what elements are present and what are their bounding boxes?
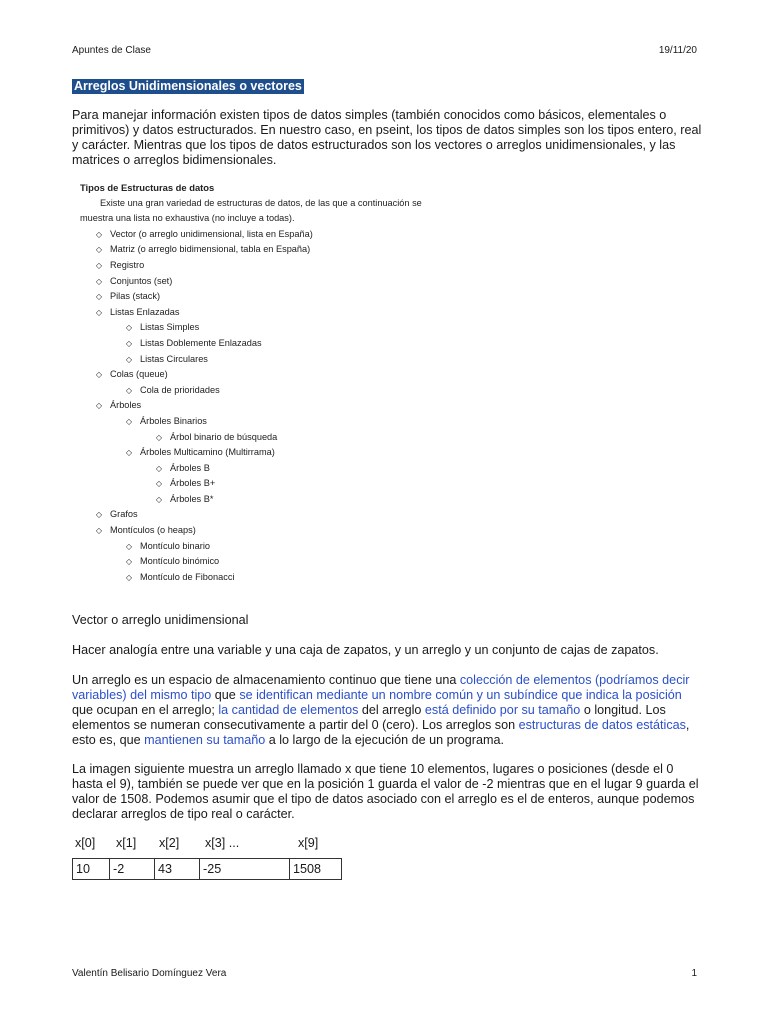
diamond-bullet-icon: ◇	[95, 307, 103, 317]
structures-list-item-label: Montículo de Fibonacci	[140, 571, 235, 582]
structures-list-item	[80, 383, 480, 399]
structures-list-item	[80, 554, 480, 570]
structures-list-item-label: Colas (queue)	[110, 369, 168, 380]
structures-list	[80, 227, 480, 586]
structures-list-item	[80, 258, 480, 274]
figure-title: Tipos de Estructuras de datos	[80, 182, 215, 193]
diamond-bullet-icon: ◇	[95, 245, 103, 255]
structures-list-item-label: Listas Circulares	[140, 353, 208, 364]
highlighted-text: está definido por su tamaño	[424, 703, 581, 717]
structures-list-item-label: Árboles	[110, 400, 142, 411]
structures-list-item-label: Árbol binario de búsqueda	[170, 431, 278, 442]
structures-list-item	[80, 414, 480, 430]
array-cell: -25	[200, 859, 290, 880]
page-header-date: 19/11/20	[658, 45, 697, 56]
structures-list-item	[80, 539, 480, 555]
array-example-paragraph: La imagen siguiente muestra un arreglo llamado x que tiene 10 elementos, lugares o posiciones (desde el 0 hasta el 9), también se puede ver que en la posición 1 guarda el valor de -2 mientras que en el lugar 9 guarda el valor de 1508. Podemos asumir que el tipo de datos asociado con el arreglo es el de enteros, aunque podemos declarar arreglos de tipo real o carácter.	[72, 762, 699, 821]
diamond-bullet-icon: ◇	[95, 276, 103, 286]
highlighted-text: mantienen su tamaño	[144, 733, 266, 747]
structures-list-item	[80, 367, 480, 383]
paragraph-text: del arreglo	[358, 703, 425, 717]
structures-list-item	[80, 274, 480, 290]
structures-list-item	[80, 476, 480, 492]
array-index-label: x[0]	[75, 836, 96, 850]
diamond-bullet-icon: ◇	[125, 541, 133, 551]
diamond-bullet-icon: ◇	[95, 510, 103, 520]
diamond-bullet-icon: ◇	[125, 385, 133, 395]
structures-list-item-label: Listas Simples	[140, 322, 200, 333]
structures-list-item	[80, 242, 480, 258]
structures-list-item	[80, 336, 480, 352]
paragraph-text: Un arreglo es un espacio de almacenamiento continuo que tiene una	[72, 673, 460, 687]
paragraph-text: que	[211, 688, 240, 702]
page-header-title: Apuntes de Clase	[72, 45, 151, 56]
paragraph-text: o longitud. Los elementos se numeran consecutivamente a partir del 0 (cero). Los arreglos son	[72, 703, 666, 732]
diamond-bullet-icon: ◇	[125, 354, 133, 364]
page-number: 1	[691, 968, 697, 979]
structures-list-item-label: Árboles B*	[170, 493, 214, 504]
structures-list-item	[80, 523, 480, 539]
diamond-bullet-icon: ◇	[125, 572, 133, 582]
subsection-heading: Vector o arreglo unidimensional	[72, 613, 249, 627]
highlighted-text: se identifican mediante un nombre común y un subíndice que indica la posición	[239, 688, 682, 702]
array-cell: 1508	[290, 859, 342, 880]
diamond-bullet-icon: ◇	[125, 338, 133, 348]
paragraph-text: que ocupan en el arreglo;	[72, 703, 219, 717]
diamond-bullet-icon: ◇	[95, 526, 103, 536]
structures-list-item	[80, 461, 480, 477]
diamond-bullet-icon: ◇	[125, 323, 133, 333]
structures-list-item	[80, 398, 480, 414]
diamond-bullet-icon: ◇	[125, 416, 133, 426]
paragraph-text: , esto es, que	[72, 718, 690, 747]
structures-list-item	[80, 570, 480, 586]
structures-list-item	[80, 492, 480, 508]
diamond-bullet-icon: ◇	[125, 557, 133, 567]
highlighted-text: colección de elementos (podríamos decir variables) del mismo tipo	[72, 673, 690, 702]
structures-list-item	[80, 445, 480, 461]
section-title: Arreglos Unidimensionales o vectores	[74, 79, 302, 93]
structures-list-item-label: Cola de prioridades	[140, 384, 220, 395]
structures-list-item-label: Listas Doblemente Enlazadas	[140, 337, 262, 348]
array-index-label: x[9]	[298, 836, 319, 850]
structures-list-item	[80, 352, 480, 368]
structures-list-item	[80, 227, 480, 243]
structures-list-item-label: Pilas (stack)	[110, 291, 161, 302]
structures-list-item-label: Árboles B+	[170, 478, 216, 489]
diamond-bullet-icon: ◇	[155, 463, 163, 473]
structures-list-item-label: Listas Enlazadas	[110, 306, 180, 317]
diamond-bullet-icon: ◇	[155, 479, 163, 489]
structures-list-item-label: Matriz (o arreglo bidimensional, tabla en España)	[110, 244, 311, 255]
array-cell: 43	[155, 859, 200, 880]
structures-list-item-label: Conjuntos (set)	[110, 275, 173, 286]
diamond-bullet-icon: ◇	[95, 401, 103, 411]
array-index-label: x[3] ...	[205, 836, 240, 850]
array-index-label: x[2]	[159, 836, 180, 850]
array-table	[72, 858, 342, 880]
analogy-paragraph: Hacer analogía entre una variable y una caja de zapatos, y un arreglo y un conjunto de cajas de zapatos.	[72, 643, 659, 657]
highlighted-text: estructuras de datos estáticas	[518, 718, 686, 732]
structures-list-item-label: Registro	[110, 259, 145, 270]
structures-list-item-label: Grafos	[110, 509, 138, 520]
diamond-bullet-icon: ◇	[155, 494, 163, 504]
page-footer-author: Valentín Belisario Domínguez Vera	[72, 968, 227, 979]
structures-list-item	[80, 430, 480, 446]
diamond-bullet-icon: ◇	[95, 292, 103, 302]
diamond-bullet-icon: ◇	[95, 229, 103, 239]
intro-paragraph: Para manejar información existen tipos de datos simples (también conocidos como básicos, elementales o primitivos) y datos estructurados. En nuestro caso, en pseint, los tipos de datos simples son los tipos entero, real y carácter. Mientras que los tipos de datos estructurados son los vectores o arreglos unidimensionales, y las matrices o arreglos bidimensionales.	[72, 108, 702, 167]
structures-list-item	[80, 289, 480, 305]
structures-list-item	[80, 320, 480, 336]
structures-list-item	[80, 305, 480, 321]
diamond-bullet-icon: ◇	[95, 370, 103, 380]
figure-intro-line-1: Existe una gran variedad de estructuras de datos, de las que a continuación se	[100, 197, 422, 208]
array-index-labels	[72, 836, 352, 852]
structures-list-item-label: Montículos (o heaps)	[110, 525, 196, 536]
diamond-bullet-icon: ◇	[155, 432, 163, 442]
structures-list-item-label: Vector (o arreglo unidimensional, lista en España)	[110, 228, 313, 239]
highlighted-text: la cantidad de elementos	[218, 703, 359, 717]
structures-list-item	[80, 507, 480, 523]
structures-list-item-label: Montículo binario	[140, 540, 210, 551]
diamond-bullet-icon: ◇	[125, 448, 133, 458]
structures-list-item-label: Árboles Binarios	[140, 415, 207, 426]
structures-list-item-label: Montículo binómico	[140, 556, 220, 567]
array-cell: -2	[110, 859, 155, 880]
structures-list-item-label: Árboles Multicamino (Multirrama)	[140, 447, 275, 458]
data-structures-figure	[80, 180, 480, 585]
array-index-label: x[1]	[116, 836, 137, 850]
diamond-bullet-icon: ◇	[95, 260, 103, 270]
figure-intro-line-2: muestra una lista no exhaustiva (no incluye a todas).	[80, 213, 295, 224]
paragraph-text: a lo largo de la ejecución de un programa.	[265, 733, 504, 747]
array-cell: 10	[73, 859, 110, 880]
array-values-row	[73, 859, 342, 880]
structures-list-item-label: Árboles B	[170, 462, 210, 473]
definition-paragraph	[72, 673, 702, 748]
